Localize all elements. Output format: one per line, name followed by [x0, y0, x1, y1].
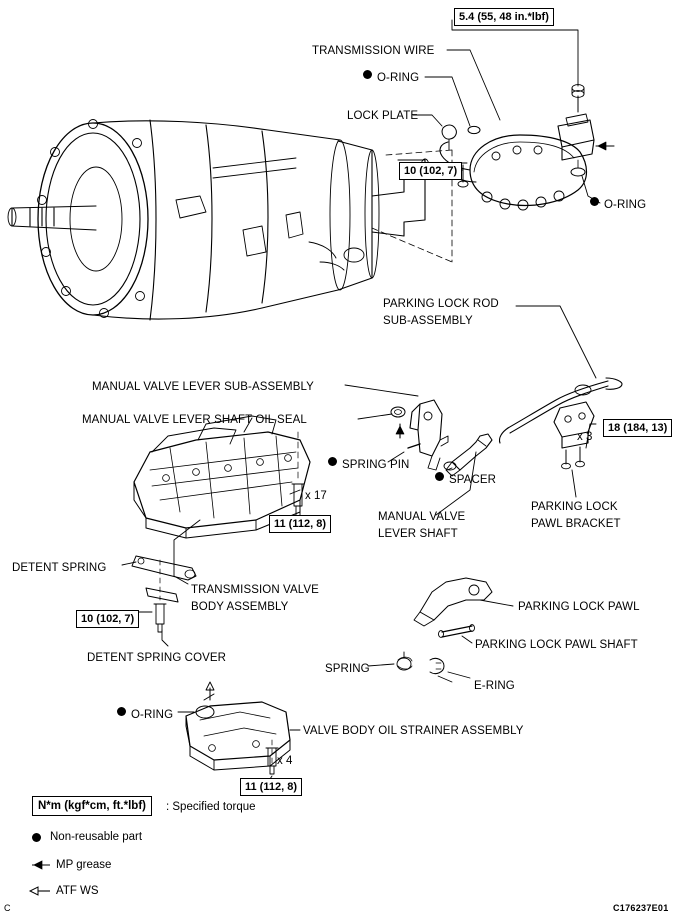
label-e-ring: E-RING [474, 680, 515, 692]
non-reusable-dot-o-ring-right [590, 197, 599, 206]
label-o-ring-right: O-RING [604, 199, 647, 211]
label-parking-lock-pawl: PARKING LOCK PAWL [518, 601, 640, 613]
quantity-x4: x 4 [277, 755, 293, 767]
torque-spec-11-strainer: 11 (112, 8) [240, 778, 302, 796]
torque-spec-18: 18 (184, 13) [603, 419, 672, 437]
label-o-ring-top: O-RING [377, 72, 420, 84]
transmission-wire-drawing [440, 85, 614, 210]
label-parking-lock-rod-line1: PARKING LOCK ROD [383, 298, 499, 310]
parking-lock-pawl-shaft-drawing [439, 625, 475, 638]
label-parking-lock-pawl-bracket-line2: PAWL BRACKET [531, 518, 621, 530]
spring-pin-drawing [408, 444, 420, 448]
label-manual-valve-lever-shaft-line2: LEVER SHAFT [378, 528, 458, 540]
legend-unit-suffix: : Specified torque [166, 801, 256, 813]
legend-mp-grease: MP grease [56, 859, 112, 871]
label-parking-lock-rod-line2: SUB-ASSEMBLY [383, 315, 473, 327]
legend-non-reusable-dot [32, 833, 41, 842]
label-parking-lock-pawl-shaft: PARKING LOCK PAWL SHAFT [475, 639, 638, 651]
non-reusable-dot-o-ring-top [363, 70, 372, 79]
label-manual-valve-lever-sub-assembly: MANUAL VALVE LEVER SUB-ASSEMBLY [92, 381, 314, 393]
o-ring-top-drawing [468, 126, 480, 133]
legend-atf-ws: ATF WS [56, 885, 99, 897]
torque-spec-11-valve-body: 11 (112, 8) [269, 515, 331, 533]
manual-valve-lever-shaft-oil-seal-drawing [391, 407, 405, 417]
legend-non-reusable-part: Non-reusable part [50, 831, 143, 843]
non-reusable-dot-spacer [435, 472, 444, 481]
e-ring-drawing [430, 658, 452, 682]
torque-spec-5-4: 5.4 (55, 48 in.*lbf) [454, 8, 554, 26]
label-transmission-valve-body-line2: BODY ASSEMBLY [191, 601, 289, 613]
non-reusable-dot-spring-pin [328, 457, 337, 466]
label-spring: SPRING [325, 663, 370, 675]
quantity-x3: x 3 [577, 431, 593, 443]
label-o-ring-bottom: O-RING [131, 709, 174, 721]
non-reusable-dot-o-ring-bottom [117, 707, 126, 716]
label-transmission-wire: TRANSMISSION WIRE [312, 45, 435, 57]
label-lock-plate: LOCK PLATE [347, 110, 419, 122]
label-spacer: SPACER [449, 474, 497, 486]
legend-unit-box: N*m (kgf*cm, ft.*lbf) [32, 796, 152, 816]
figure-corner-mark: C [4, 903, 11, 913]
parking-lock-pawl-drawing [414, 578, 492, 626]
label-valve-body-oil-strainer-assembly: VALVE BODY OIL STRAINER ASSEMBLY [303, 725, 524, 737]
torque-spec-10-top: 10 (102, 7) [399, 162, 462, 180]
figure-code: C176237E01 [613, 903, 669, 913]
quantity-x17: x 17 [305, 490, 327, 502]
valve-body-oil-strainer-drawing [186, 682, 293, 774]
label-detent-spring-cover: DETENT SPRING COVER [87, 652, 227, 664]
label-transmission-valve-body-line1: TRANSMISSION VALVE [191, 584, 319, 596]
transmission-case-drawing [8, 120, 429, 321]
detent-spring-drawing [132, 556, 196, 632]
label-parking-lock-pawl-bracket-line1: PARKING LOCK [531, 501, 618, 513]
label-spring-pin: SPRING PIN [342, 459, 410, 471]
label-detent-spring: DETENT SPRING [12, 562, 107, 574]
spring-drawing [397, 652, 412, 670]
label-manual-valve-lever-shaft-oil-seal: MANUAL VALVE LEVER SHAFT OIL SEAL [82, 414, 307, 426]
label-manual-valve-lever-shaft-line1: MANUAL VALVE [378, 511, 466, 523]
manual-valve-lever-drawing [410, 400, 448, 470]
torque-spec-10-detent: 10 (102, 7) [76, 610, 139, 628]
